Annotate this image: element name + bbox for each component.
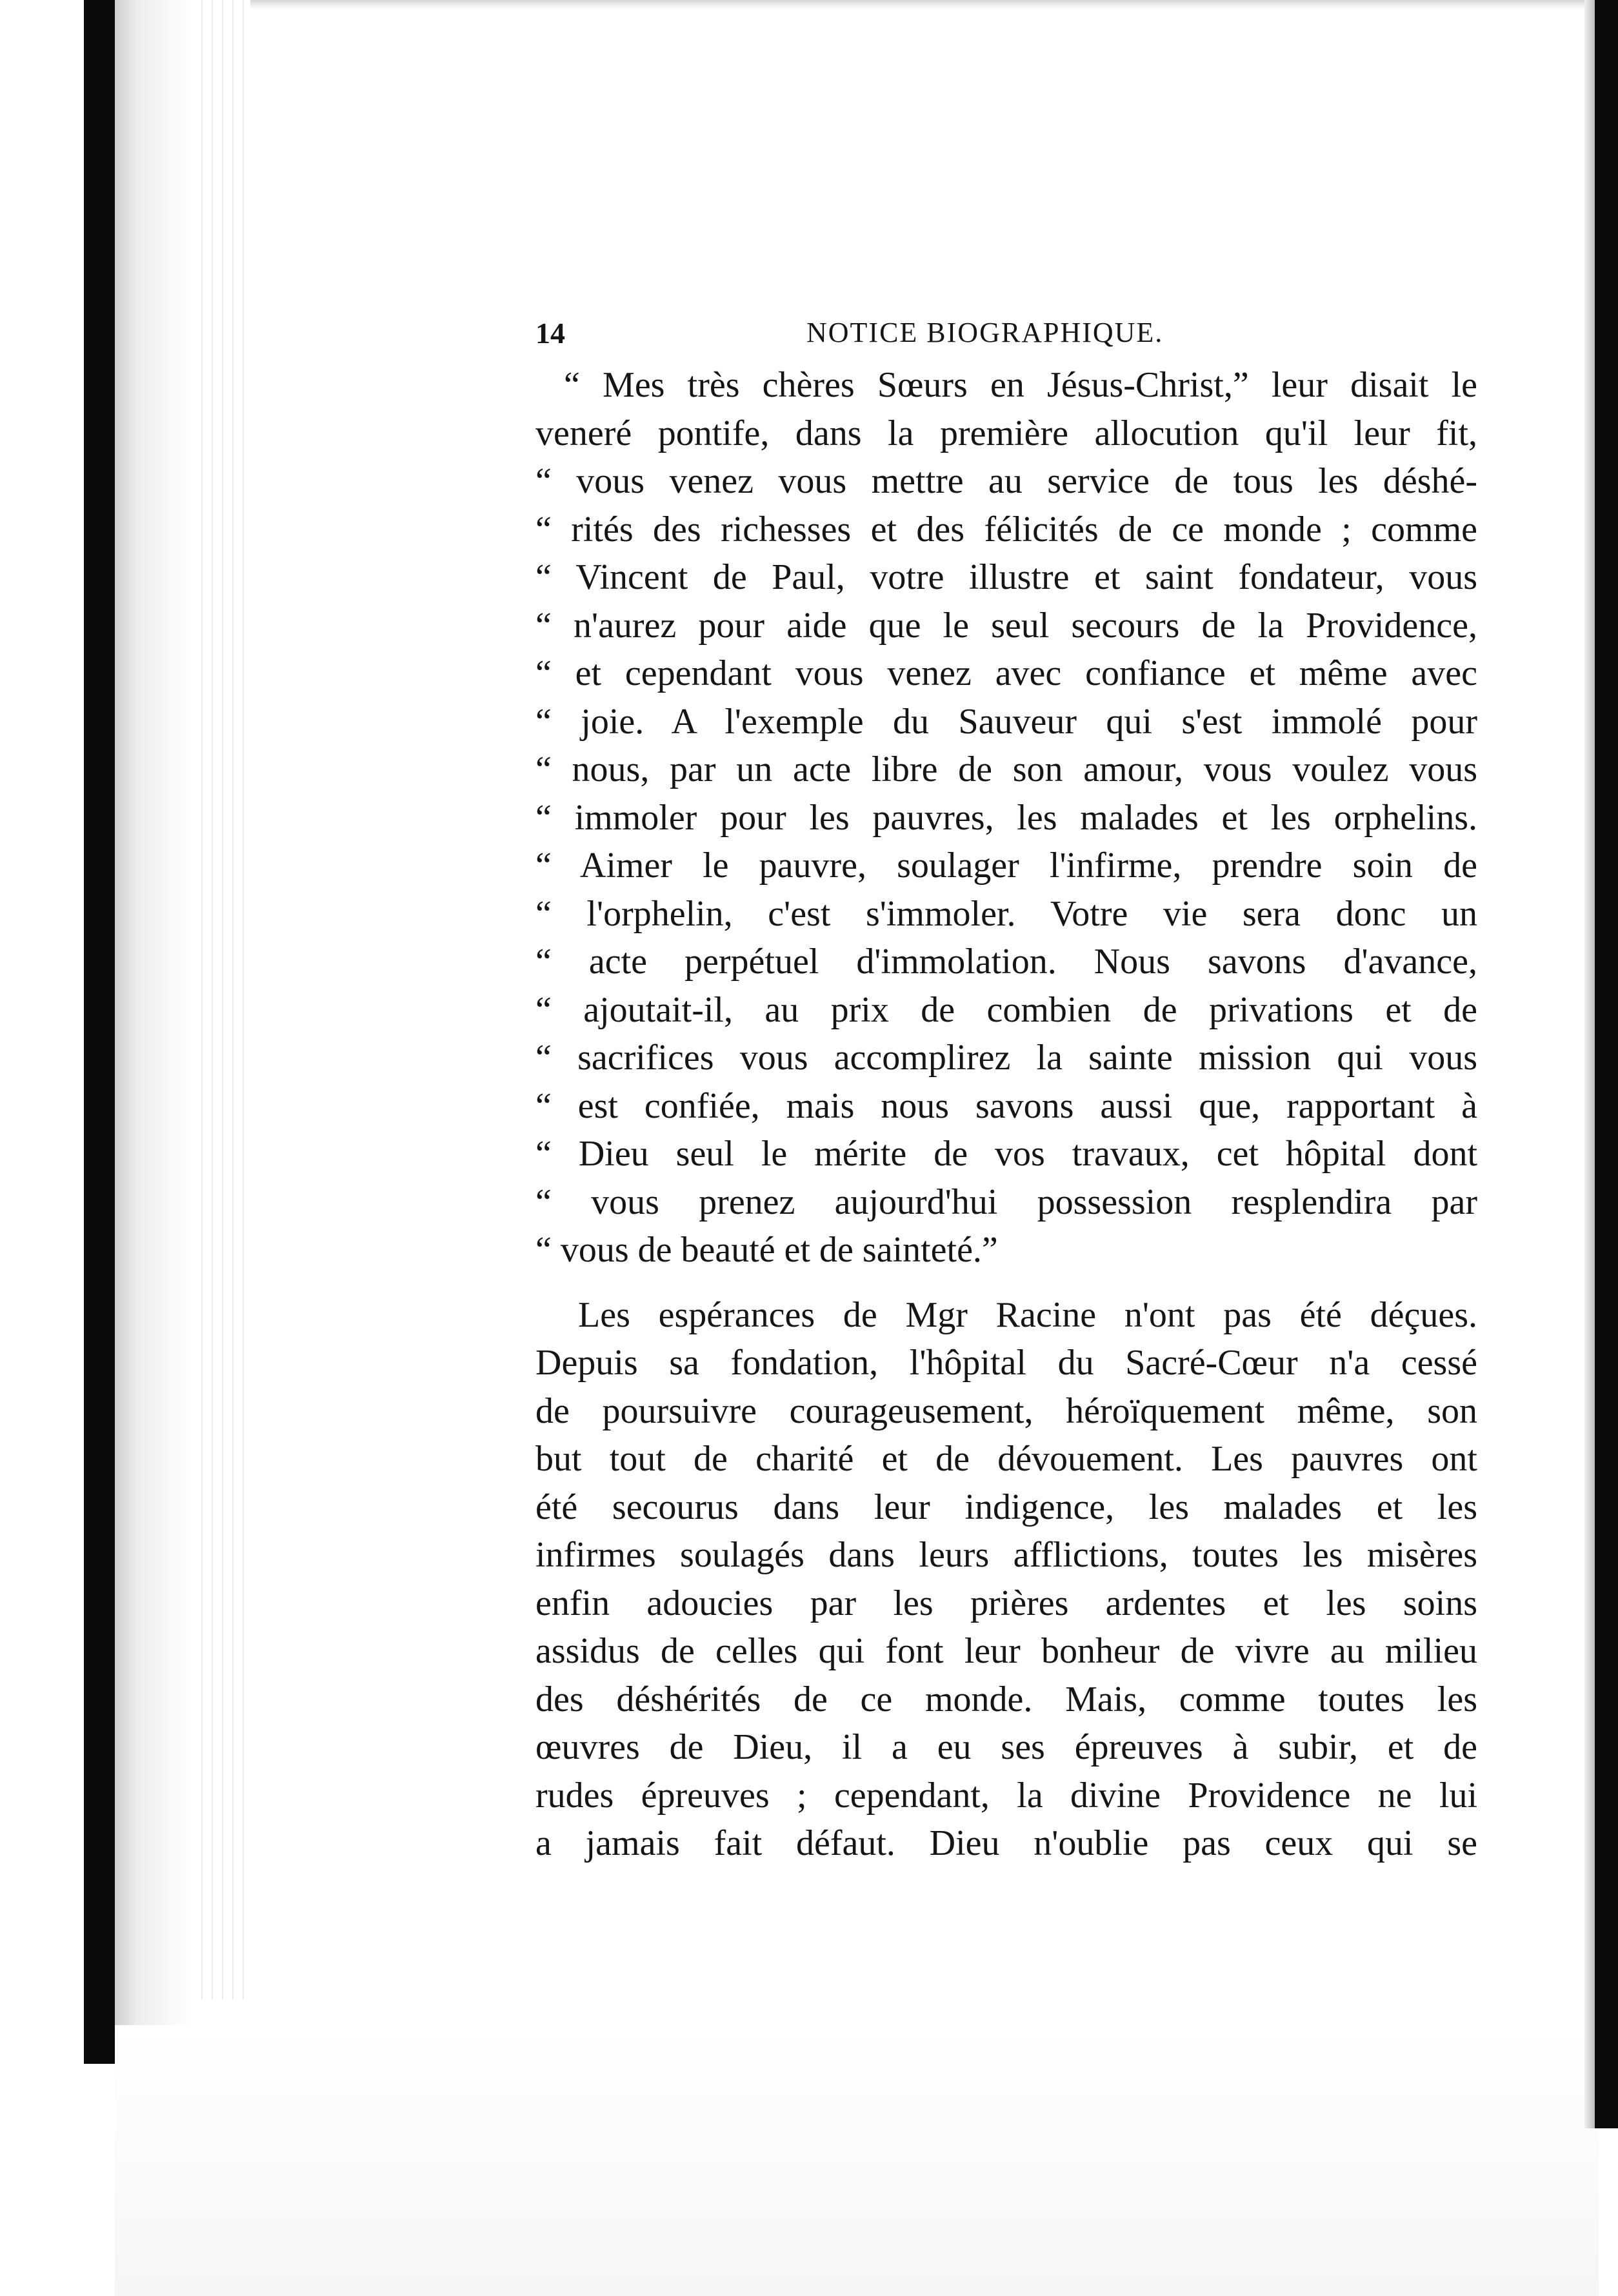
book-page (535, 310, 1477, 1922)
text-line: “ ajoutait-il, au prix de combien de privations et de (535, 989, 1477, 1030)
text-line: rudes épreuves ; cependant, la divine Providence ne lui (535, 1775, 1477, 1816)
text-line: “ joie. A l'exemple du Sauveur qui s'est immolé pour (535, 701, 1477, 742)
text-line: “ vous venez vous mettre au service de tous les déshé- (535, 461, 1477, 501)
scan-bottom-area (115, 2025, 1599, 2296)
page-right-edge-shadow (1584, 0, 1595, 2128)
text-line: “ nous, par un acte libre de son amour, vous voulez vous (535, 749, 1477, 789)
text-line: “ immoler pour les pauvres, les malades et les orphelins. (535, 797, 1477, 838)
text-line: “ et cependant vous venez avec confiance et même avec (535, 653, 1477, 693)
paragraph-narrative (535, 1291, 1477, 1868)
running-title: NOTICE BIOGRAPHIQUE. (806, 317, 1164, 348)
text-line: de poursuivre courageusement, héroïquement même, son (535, 1390, 1477, 1431)
text-line: “ vous prenez aujourd'hui possession resplendira par (535, 1182, 1477, 1222)
text-line: assidus de celles qui font leur bonheur de vivre au milieu (535, 1631, 1477, 1671)
text-line: “ rités des richesses et des félicités de ce monde ; comme (535, 509, 1477, 549)
text-line: Les espérances de Mgr Racine n'ont pas été déçues. (578, 1294, 1477, 1335)
text-line: Depuis sa fondation, l'hôpital du Sacré-Cœur n'a cessé (535, 1343, 1477, 1383)
scan-right-border (1595, 0, 1618, 2128)
text-line: “ Vincent de Paul, votre illustre et saint fondateur, vous (535, 557, 1477, 597)
running-head (535, 310, 1477, 361)
stacked-page-edges (192, 0, 250, 1999)
scan-left-border (84, 0, 115, 2064)
text-line: “ sacrifices vous accomplirez la sainte mission qui vous (535, 1038, 1477, 1078)
text-line: “ n'aurez pour aide que le seul secours de la Providence, (535, 605, 1477, 646)
text-line: “ acte perpétuel d'immolation. Nous savons d'avance, (535, 942, 1477, 982)
paragraph-spacer (535, 1274, 1477, 1291)
text-line: des déshérités de ce monde. Mais, comme toutes les (535, 1679, 1477, 1719)
text-line: but tout de charité et de dévouement. Les pauvres ont (535, 1439, 1477, 1479)
text-line: enfin adoucies par les prières ardentes et les soins (535, 1583, 1477, 1623)
text-line: infirmes soulagés dans leurs afflictions, toutes les misères (535, 1535, 1477, 1575)
text-line: été secourus dans leur indigence, les malades et les (535, 1487, 1477, 1527)
text-line: œuvres de Dieu, il a eu ses épreuves à subir, et de (535, 1727, 1477, 1767)
text-line: “ Dieu seul le mérite de vos travaux, cet hôpital dont (535, 1134, 1477, 1174)
book-binding-shadow (115, 0, 192, 2025)
text-line: “ l'orphelin, c'est s'immoler. Votre vie sera donc un (535, 893, 1477, 934)
page-number: 14 (535, 317, 565, 350)
text-line: a jamais fait défaut. Dieu n'oublie pas ceux qui se (535, 1823, 1477, 1863)
text-line: veneré pontife, dans la première allocution qu'il leur fit, (535, 413, 1477, 453)
text-line: “ Mes très chères Sœurs en Jésus-Christ,” leur disait le (564, 365, 1477, 405)
text-line: “ Aimer le pauvre, soulager l'infirme, prendre soin de (535, 846, 1477, 886)
text-line: “ vous de beauté et de sainteté.” (535, 1230, 998, 1270)
text-line: “ est confiée, mais nous savons aussi que, rapportant à (535, 1085, 1477, 1126)
scan-top-edge (192, 0, 1595, 9)
paragraph-quotation (535, 361, 1477, 1274)
